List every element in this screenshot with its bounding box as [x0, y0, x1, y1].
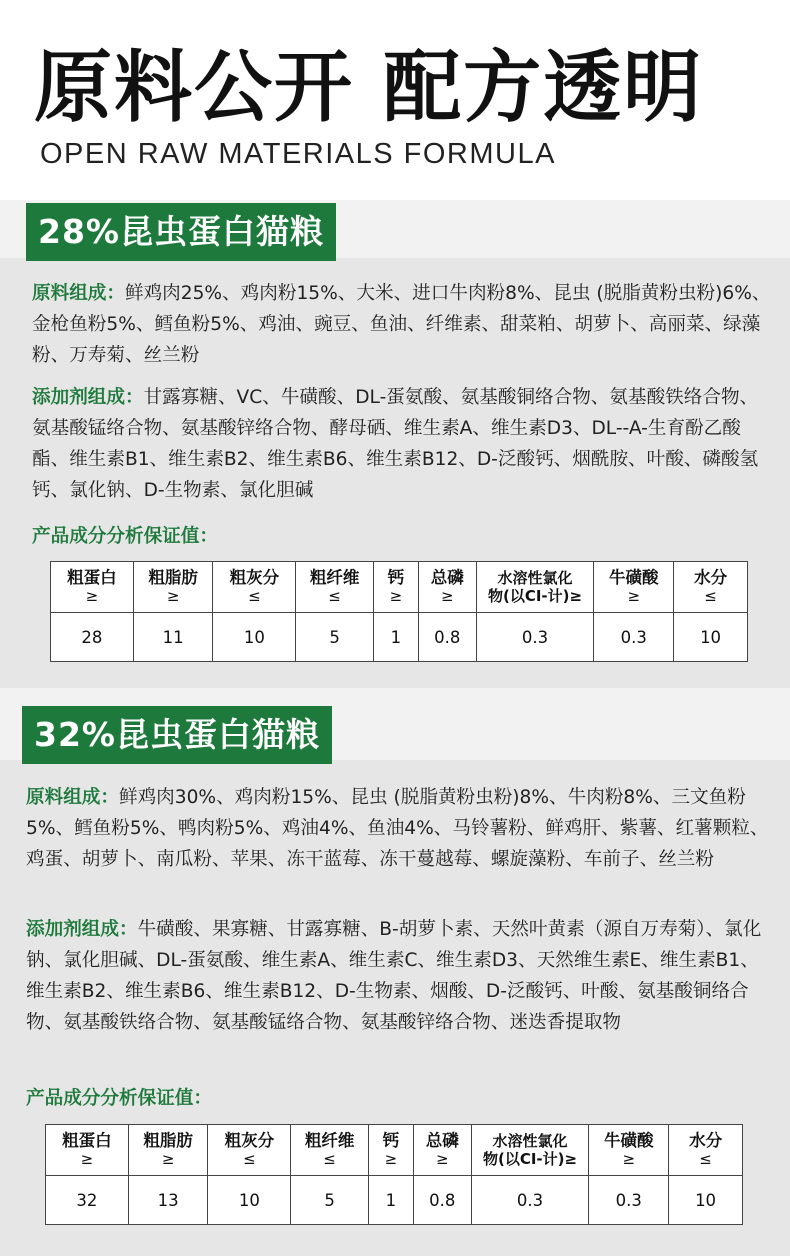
value-cell: 32 [46, 1176, 129, 1225]
section-tag-28: 28%昆虫蛋白猫粮 [26, 203, 336, 261]
additives-text: 牛磺酸、果寡糖、甘露寡糖、B-胡萝卜素、天然叶黄素（源自万寿菊）、氯化钠、氯化胆碱、DL-蛋氨酸、维生素A、维生素C、维生素D3、天然维生素E、维生素B1、维生素B2、维生素B6、维生素B12、D-生物素、烟酸、D-泛酸钙、叶酸、氨基酸铜络合物、氨基酸铁络合物、氨基酸锰络合物、氨基酸锌络合物、迷迭香提取物 [26, 919, 762, 1033]
header-cell: 牛磺酸 ≥ [594, 562, 674, 613]
header-cell: 粗蛋白 ≥ [51, 562, 134, 613]
value-cell: 0.3 [471, 1176, 589, 1225]
header-cell: 总磷 ≥ [418, 562, 476, 613]
raw-materials-text: 鲜鸡肉30%、鸡肉粉15%、昆虫 (脱脂黄粉虫粉)8%、牛肉粉8%、三文鱼粉5%、鳕鱼粉5%、鸭肉粉5%、鸡油4%、鱼油4%、马铃薯粉、鲜鸡肝、紫薯、红薯颗粒、鸡蛋、胡萝卜、南瓜粉、苹果、冻干蓝莓、冻干蔓越莓、螺旋藻粉、车前子、丝兰粉 [26, 787, 769, 870]
additives-text: 甘露寡糖、VC、牛磺酸、DL-蛋氨酸、氨基酸铜络合物、氨基酸铁络合物、氨基酸锰络合物、氨基酸锌络合物、酵母硒、维生素A、维生素D3、DL--A-生育酚乙酸酯、维生素B1、维生素B2、维生素B6、维生素B12、D-泛酸钙、烟酰胺、叶酸、磷酸氢钙、氯化钠、D-生物素、氯化胆碱 [32, 387, 759, 501]
value-cell: 0.3 [589, 1176, 669, 1225]
header-cell: 钙 ≥ [373, 562, 418, 613]
guarantee-title-32: 产品成分分析保证值： [26, 1088, 212, 1109]
value-cell: 28 [51, 613, 134, 662]
value-cell: 0.8 [418, 613, 476, 662]
header-cell: 钙 ≥ [368, 1125, 413, 1176]
value-cell: 0.8 [413, 1176, 471, 1225]
header-cell: 水溶性氯化 物(以CI-计)≥ [471, 1125, 589, 1176]
additives-label: 添加剂组成： [32, 387, 144, 408]
header-cell: 粗脂肪 ≥ [133, 562, 213, 613]
value-cell: 10 [213, 613, 296, 662]
raw-materials-label: 原料组成： [26, 787, 119, 808]
header-cell: 水溶性氯化 物(以CI-计)≥ [476, 562, 594, 613]
value-cell: 0.3 [476, 613, 594, 662]
section-tag-32: 32%昆虫蛋白猫粮 [22, 706, 332, 764]
table-row [51, 613, 748, 662]
header-cell: 水分 ≤ [674, 562, 748, 613]
additives-32 [26, 914, 772, 1038]
value-cell: 10 [674, 613, 748, 662]
analysis-table-28 [50, 561, 748, 662]
raw-materials-28 [32, 278, 772, 371]
header-cell: 粗蛋白 ≥ [46, 1125, 129, 1176]
additives-label: 添加剂组成： [26, 919, 138, 940]
table-row [46, 1176, 743, 1225]
raw-materials-32 [26, 782, 772, 875]
header-cell: 粗脂肪 ≥ [128, 1125, 208, 1176]
table-header-row [51, 562, 748, 613]
value-cell: 10 [208, 1176, 291, 1225]
header-cell: 总磷 ≥ [413, 1125, 471, 1176]
value-cell: 1 [368, 1176, 413, 1225]
page-subtitle: OPEN RAW MATERIALS FORMULA [40, 138, 556, 170]
value-cell: 5 [296, 613, 374, 662]
header-cell: 粗纤维 ≤ [291, 1125, 369, 1176]
raw-materials-label: 原料组成： [32, 283, 125, 304]
value-cell: 0.3 [594, 613, 674, 662]
header-cell: 粗灰分 ≤ [208, 1125, 291, 1176]
analysis-table-32 [45, 1124, 743, 1225]
header-cell: 粗灰分 ≤ [213, 562, 296, 613]
header-cell: 水分 ≤ [669, 1125, 743, 1176]
value-cell: 5 [291, 1176, 369, 1225]
raw-materials-text: 鲜鸡肉25%、鸡肉粉15%、大米、进口牛肉粉8%、昆虫 (脱脂黄粉虫粉)6%、 金枪鱼粉5%、鳕鱼粉5%、鸡油、豌豆、鱼油、纤维素、甜菜粕、胡萝卜、高丽菜、绿藻粉、万寿菊、丝兰粉 [32, 283, 771, 366]
table-header-row [46, 1125, 743, 1176]
page-title: 原料公开 配方透明 [34, 43, 704, 133]
value-cell: 13 [128, 1176, 208, 1225]
value-cell: 10 [669, 1176, 743, 1225]
header-cell: 粗纤维 ≤ [296, 562, 374, 613]
value-cell: 1 [373, 613, 418, 662]
header-cell: 牛磺酸 ≥ [589, 1125, 669, 1176]
hero-header [0, 0, 790, 200]
additives-28 [32, 382, 772, 506]
value-cell: 11 [133, 613, 213, 662]
guarantee-title-28: 产品成分分析保证值： [32, 526, 218, 547]
